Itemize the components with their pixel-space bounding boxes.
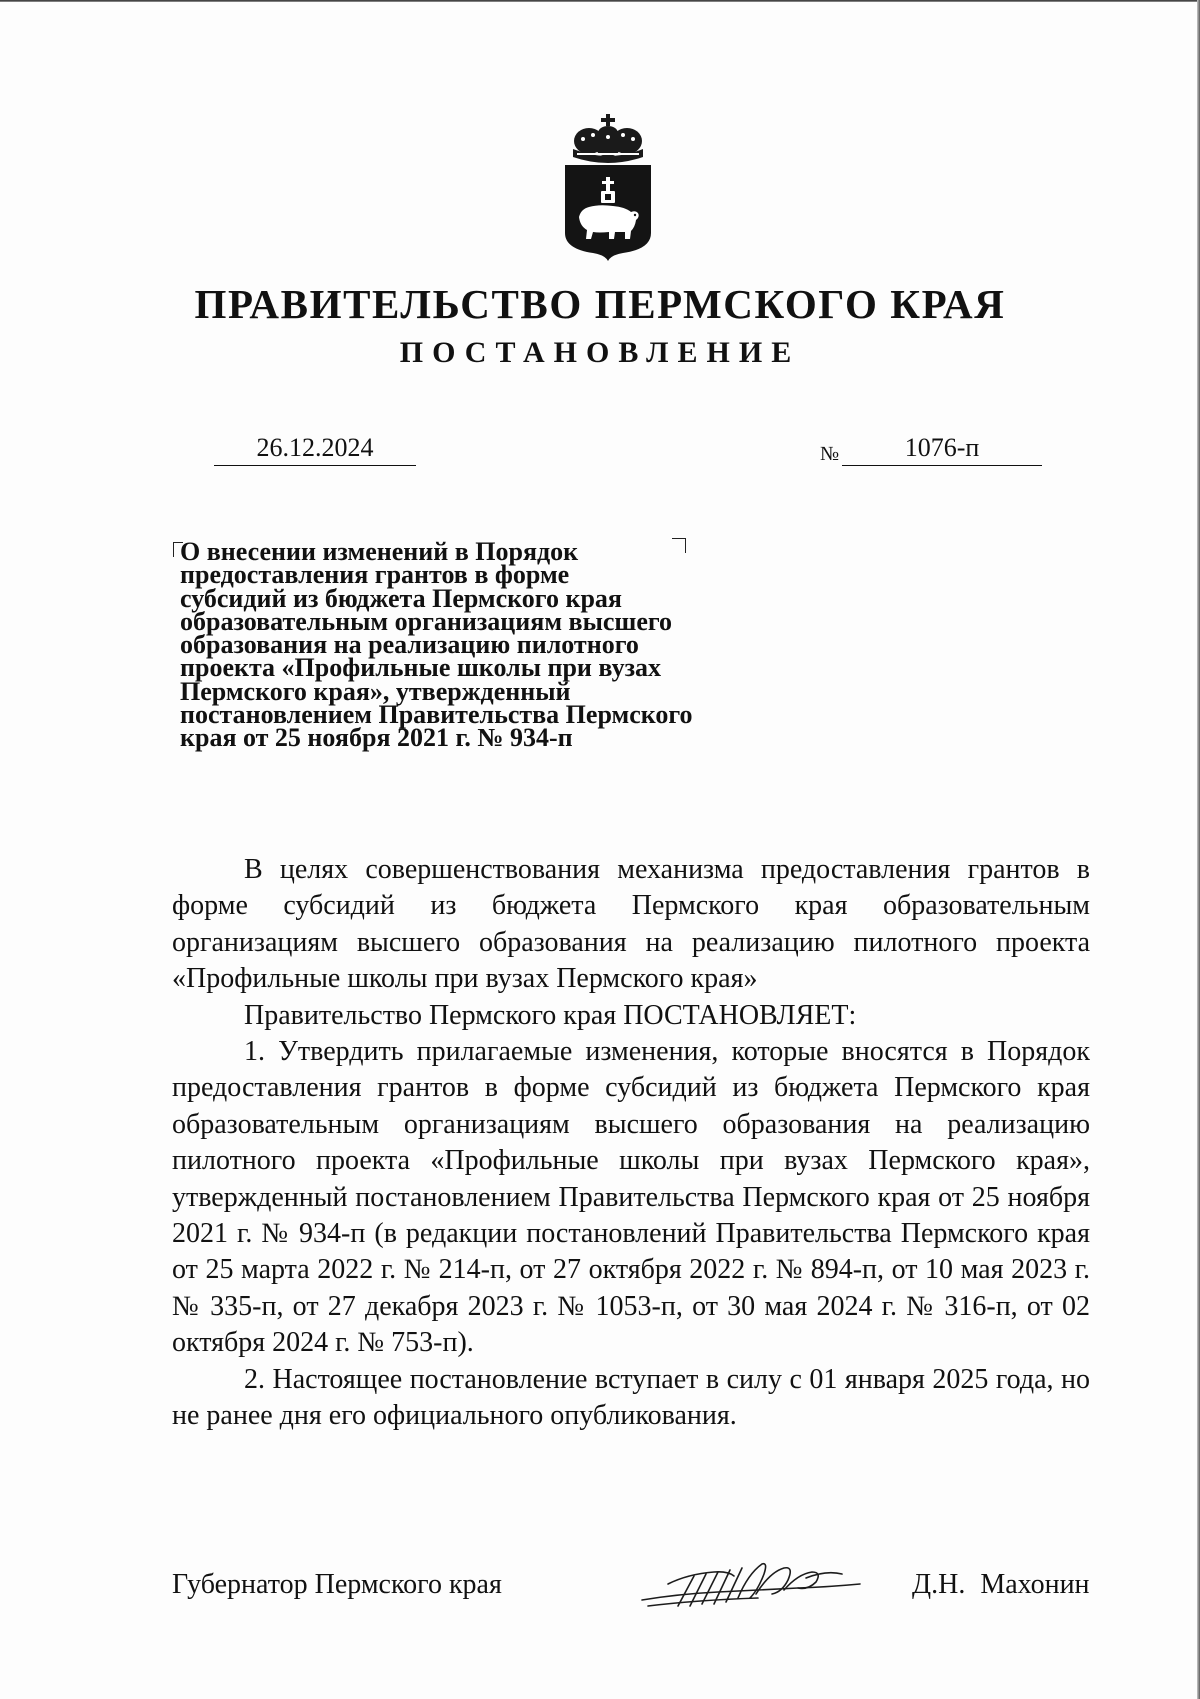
subject-line: образования на реализацию пилотного <box>180 630 639 660</box>
subject-line: постановлением Правительства Пермского <box>180 700 693 730</box>
signatory-role: Губернатор Пермского края <box>172 1569 502 1600</box>
item-2-paragraph: 2. Настоящее постановление вступает в силу с 01 января 2025 года, но не ранее дня его официального опубликования. <box>172 1363 1090 1432</box>
document-number: 1076-п <box>842 431 1042 466</box>
scan-edge-top <box>0 0 1200 2</box>
subject-line: Пермского края», утвержденный <box>180 676 571 706</box>
number-sign: № <box>820 443 840 465</box>
coat-of-arms-emblem <box>563 113 653 261</box>
document-subject <box>180 537 760 753</box>
crown-icon <box>573 114 643 163</box>
signatory-name: Д.Н. Махонин <box>912 1569 1090 1600</box>
subject-line: края от 25 ноября 2021 г. № 934-п <box>180 723 573 753</box>
document-type: ПОСТАНОВЛЕНИЕ <box>399 336 801 369</box>
item-1-paragraph: 1. Утвердить прилагаемые изменения, которые вносятся в Порядок предоставления грантов в форме субсидий из бюджета Пермского края образовательным организациям высшего образования на реализацию пилотного проекта «Профильные школы при вузах Пермского края», утвержденный постановлением Правительства Пермского края от 25 ноября 2021 г. № 934-п (в редакции постановлений Правительства Пермского края от 25 марта 2022 г. № 214-п, от 27 октября 2022 г. № 894-п, от 10 мая 2023 г. № 335-п, от 27 декабря 2023 г. № 1053-п, от 30 мая 2024 г. № 316-п, от 02 октября 2024 г. № 753-п). <box>172 1036 1090 1359</box>
subject-line: предоставления грантов в форме <box>180 560 570 590</box>
handwritten-signature <box>638 1554 863 1616</box>
preamble-paragraph: В целях совершенствования механизма предоставления грантов в форме субсидий из бюджета Пермского края образовательным организациям высшего образования на реализацию пилотного проекта «Профильные школы при вузах Пермского края» <box>172 854 1090 995</box>
subject-line: субсидий из бюджета Пермского края <box>180 583 622 613</box>
subject-line: О внесении изменений в Порядок <box>180 537 579 566</box>
document-body <box>172 852 1090 1435</box>
subject-line: проекта «Профильные школы при вузах <box>180 653 662 683</box>
document-date: 26.12.2024 <box>214 431 416 466</box>
government-title: ПРАВИТЕЛЬСТВО ПЕРМСКОГО КРАЯ <box>194 281 1006 327</box>
resolves-paragraph: Правительство Пермского края ПОСТАНОВЛЯЕТ: <box>244 999 857 1031</box>
subject-line: образовательным организациям высшего <box>180 606 673 636</box>
